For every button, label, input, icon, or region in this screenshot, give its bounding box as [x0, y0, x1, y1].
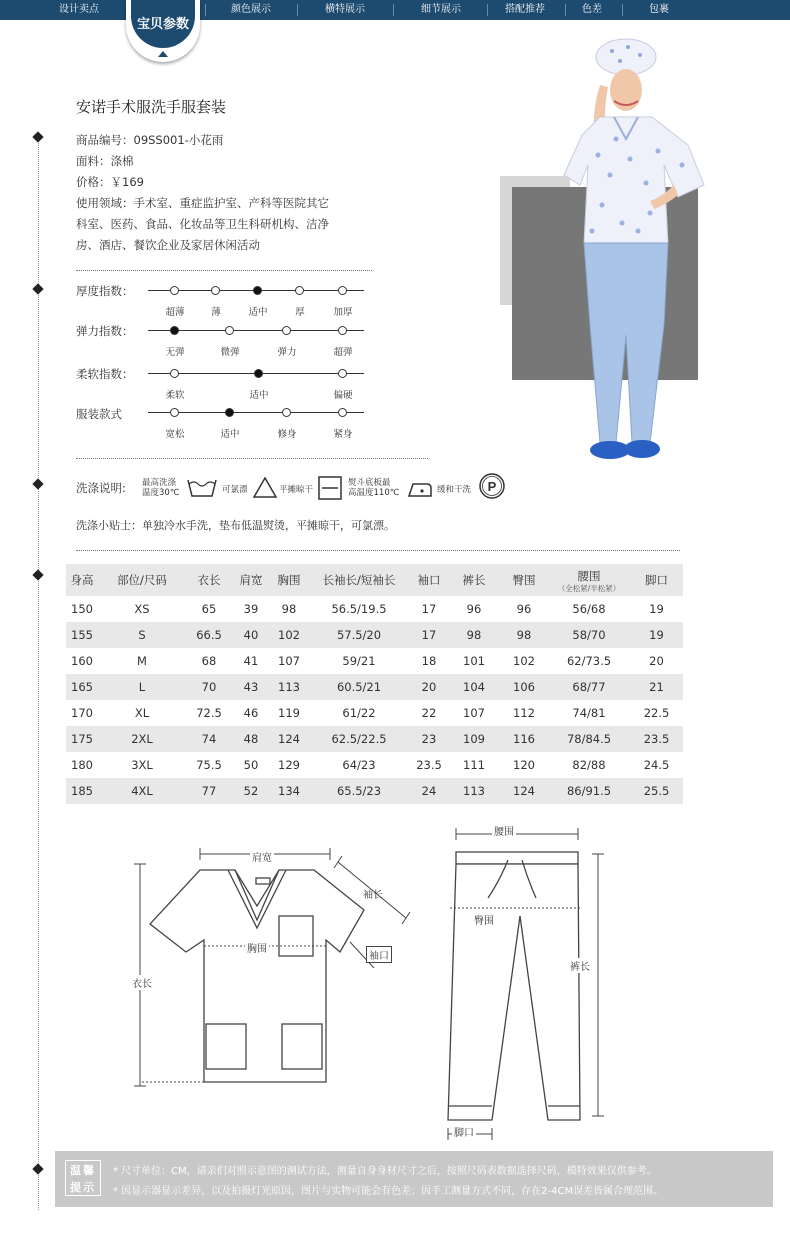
- table-cell: 124: [500, 778, 548, 804]
- col-header: 裤长: [448, 564, 500, 596]
- elasticity-option-dot[interactable]: [338, 326, 347, 335]
- softness-option-dot[interactable]: [338, 369, 347, 378]
- table-cell: 68: [201, 654, 217, 668]
- table-cell: M: [137, 654, 147, 668]
- softness-option-dot[interactable]: [170, 369, 179, 378]
- nav-item-matching[interactable]: 搭配推荐: [505, 4, 545, 15]
- active-tab-label: 宝贝参数: [131, 0, 195, 48]
- table-cell: 170: [71, 706, 93, 720]
- thickness-option-dot[interactable]: [211, 286, 220, 295]
- table-cell: 66.5: [186, 622, 232, 648]
- pants-outline: [448, 852, 580, 1120]
- table-cell: 150: [71, 602, 93, 616]
- nav-item-details[interactable]: 细节展示: [421, 4, 461, 15]
- col-header: 部位/尺码: [98, 564, 186, 596]
- table-cell: 56.5/19.5: [331, 602, 387, 616]
- table-cell: 124: [270, 726, 308, 752]
- table-cell: 82/88: [572, 758, 606, 772]
- iron-text-line: 熨斗底板最: [348, 478, 391, 488]
- size-table: [66, 564, 683, 804]
- dim-label-pant-length: 裤长: [570, 958, 590, 973]
- shirt-outline: [150, 870, 364, 1082]
- table-cell: 107: [278, 654, 300, 668]
- bleach-text: 可氯漂: [222, 485, 248, 495]
- table-row: [66, 622, 683, 648]
- product-usage-line: 使用领域：手术室、重症监护室、产科等医院其它: [76, 196, 329, 210]
- table-cell: 77: [186, 778, 232, 804]
- wash-temp-text: [142, 478, 179, 498]
- svg-text:P: P: [487, 479, 497, 494]
- table-cell: 70: [186, 674, 232, 700]
- dry-clean-p-icon: [478, 472, 506, 500]
- table-cell: 116: [500, 726, 548, 752]
- diamond-bullet-icon: [32, 478, 43, 489]
- table-cell: 46: [243, 706, 259, 720]
- nav-item-model[interactable]: 横特展示: [325, 4, 365, 15]
- thickness-option-dot[interactable]: [338, 286, 347, 295]
- table-cell: 20: [410, 674, 448, 700]
- thickness-option-label: 适中: [248, 307, 268, 318]
- thickness-option-dot[interactable]: [170, 286, 179, 295]
- table-cell: 25.5: [630, 778, 683, 804]
- table-cell: 175: [66, 726, 98, 752]
- table-cell: 18: [421, 654, 437, 668]
- table-row: [66, 778, 683, 804]
- table-header-row: [66, 564, 683, 596]
- table-cell: 65: [201, 602, 217, 616]
- elasticity-option-dot[interactable]: [282, 326, 291, 335]
- table-cell: 57.5/20: [308, 622, 410, 648]
- thickness-option-dot[interactable]: [253, 286, 262, 295]
- table-cell: 22.5: [643, 706, 670, 720]
- table-cell: 17: [421, 602, 437, 616]
- iron-text-line: 高温度110℃: [348, 488, 400, 498]
- table-row: [66, 674, 683, 700]
- elasticity-label: 弹力指数：: [76, 324, 134, 338]
- flat-dry-text: 平摊晾干: [279, 485, 314, 495]
- thickness-option-label: 厚: [295, 307, 305, 318]
- wash-temp-line: 温度30℃: [142, 488, 180, 498]
- table-cell: 24.5: [643, 758, 670, 772]
- nav-item-color-diff[interactable]: 色差: [582, 4, 602, 15]
- dim-label-sleeve: 袖长: [363, 890, 383, 901]
- table-row: [66, 726, 683, 752]
- table-cell: 39: [243, 602, 259, 616]
- model-photo: [550, 35, 720, 465]
- fit-label: 服装款式: [76, 407, 122, 421]
- table-cell: 98: [448, 622, 500, 648]
- product-usage-line: 科室、医药、食品、化妆品等卫生科研机构、洁净: [76, 217, 329, 231]
- table-cell: 60.5/21: [308, 674, 410, 700]
- table-cell: 112: [513, 706, 535, 720]
- col-header: 脚口: [630, 564, 683, 596]
- iron-icon: [405, 478, 435, 500]
- softness-option-label: 偏硬: [333, 390, 353, 401]
- table-row: [66, 752, 683, 778]
- diamond-bullet-icon: [32, 283, 43, 294]
- wash-label: 洗涤说明:: [76, 481, 126, 495]
- dim-label-length: 衣长: [132, 975, 152, 990]
- wash-tip: 洗涤小贴士：单独冷水手洗，垫布低温熨烫，平摊晾干，可氯漂。: [76, 519, 395, 532]
- table-cell: 113: [448, 778, 500, 804]
- elasticity-option-dot[interactable]: [225, 326, 234, 335]
- nav-separator: [393, 4, 394, 16]
- diamond-bullet-icon: [32, 1163, 43, 1174]
- col-header: 肩宽: [232, 564, 270, 596]
- product-code: 商品编号：09SS001-小花雨: [76, 133, 224, 147]
- dim-label-shoulder: 肩宽: [250, 849, 274, 864]
- table-cell: 96: [466, 602, 482, 616]
- diamond-bullet-icon: [32, 569, 43, 580]
- table-cell: XL: [134, 706, 150, 720]
- table-cell: 86/91.5: [548, 778, 630, 804]
- table-cell: 41: [243, 654, 259, 668]
- size-table-body: [66, 596, 683, 804]
- dim-label-waist: 腰围: [492, 823, 516, 838]
- table-cell: L: [98, 674, 186, 700]
- fit-option-dot[interactable]: [225, 408, 234, 417]
- table-row: [66, 648, 683, 674]
- product-fabric: 面料：涤棉: [76, 154, 134, 168]
- notice-line: * 尺寸单位：CM，请亲们对照示意图的测试方法，测量自身身材尺寸之后，按照尺码表数据选择尺码，模特效果仅供参考。: [113, 1166, 657, 1177]
- diamond-bullet-icon: [32, 131, 43, 142]
- table-cell: 19: [630, 622, 683, 648]
- dotted-divider: [76, 270, 372, 271]
- thickness-option-dot[interactable]: [295, 286, 304, 295]
- table-cell: 165: [66, 674, 98, 700]
- table-cell: 134: [270, 778, 308, 804]
- table-cell: S: [98, 622, 186, 648]
- fit-option-dot[interactable]: [170, 408, 179, 417]
- elasticity-option-label: 无弹: [165, 347, 185, 358]
- nav-separator: [565, 4, 566, 16]
- table-cell: 74: [186, 726, 232, 752]
- table-cell: 56/68: [572, 602, 606, 616]
- elasticity-option-label: 弹力: [277, 347, 297, 358]
- softness-option-label: 适中: [249, 390, 269, 401]
- fit-option-label: 宽松: [165, 429, 185, 440]
- table-row: [66, 596, 683, 622]
- table-cell: 96: [516, 602, 532, 616]
- table-cell: 17: [410, 622, 448, 648]
- nav-item-colors[interactable]: 颜色展示: [231, 4, 271, 15]
- thickness-option-label: 超薄: [165, 307, 185, 318]
- active-tab-badge[interactable]: [126, 0, 200, 62]
- table-cell: 180: [71, 758, 93, 772]
- table-cell: 155: [66, 622, 98, 648]
- elasticity-option-dot[interactable]: [170, 326, 179, 335]
- caret-up-icon: [158, 51, 168, 57]
- table-cell: 160: [71, 654, 93, 668]
- product-title: 安诺手术服洗手服套装: [76, 98, 227, 116]
- iron-text: [348, 478, 399, 498]
- nav-separator: [622, 4, 623, 16]
- table-cell: 185: [66, 778, 98, 804]
- bleach-triangle-icon: [252, 476, 278, 500]
- table-cell: 22: [421, 706, 437, 720]
- col-header: 身高: [66, 564, 98, 596]
- table-cell: 107: [463, 706, 485, 720]
- fit-scale-line: [148, 412, 364, 413]
- table-row: [66, 700, 683, 726]
- table-cell: 68/77: [548, 674, 630, 700]
- notice-line: * 因显示器显示差异，以及拍摄灯光原因，图片与实物可能会有色差；因手工测量方式不同，存在2-4CM误差皆属合理范围。: [113, 1186, 664, 1197]
- thickness-option-label: 加厚: [333, 307, 353, 318]
- table-cell: 23: [410, 726, 448, 752]
- notice-tag: [65, 1160, 101, 1196]
- table-cell: 72.5: [196, 706, 222, 720]
- nav-item-package[interactable]: 包裹: [649, 4, 669, 15]
- col-header-waist: [548, 564, 630, 596]
- fit-option-dot[interactable]: [338, 408, 347, 417]
- table-cell: 20: [649, 654, 664, 668]
- col-header: 袖口: [410, 564, 448, 596]
- table-cell: 52: [232, 778, 270, 804]
- nav-separator: [205, 4, 206, 16]
- thickness-option-label: 薄: [211, 307, 221, 318]
- nav-separator: [487, 4, 488, 16]
- nav-item-design[interactable]: 设计卖点: [59, 4, 99, 15]
- elasticity-option-label: 超弹: [333, 347, 353, 358]
- dim-label-hip: 臀围: [472, 912, 496, 927]
- table-cell: 62.5/22.5: [308, 726, 410, 752]
- dim-label-cuff: 袖口: [366, 946, 392, 963]
- table-cell: 48: [232, 726, 270, 752]
- table-cell: 64/23: [342, 758, 376, 772]
- elasticity-scale-line: [148, 330, 364, 331]
- table-cell: 43: [232, 674, 270, 700]
- product-usage-line: 房、酒店、餐饮企业及家居休闲活动: [76, 238, 260, 252]
- table-cell: 111: [463, 758, 485, 772]
- table-cell: 40: [232, 622, 270, 648]
- col-header: 衣长: [186, 564, 232, 596]
- dim-label-chest: 胸围: [245, 940, 269, 955]
- table-cell: 58/70: [548, 622, 630, 648]
- table-cell: 119: [278, 706, 300, 720]
- table-cell: 129: [278, 758, 300, 772]
- table-cell: 98: [281, 602, 297, 616]
- fit-option-label: 紧身: [333, 429, 353, 440]
- col-header: 腰围: [577, 568, 601, 583]
- fit-option-label: 适中: [220, 429, 240, 440]
- dotted-divider: [76, 458, 428, 459]
- table-cell: 21: [630, 674, 683, 700]
- dotted-divider: [76, 550, 680, 551]
- softness-option-dot[interactable]: [254, 369, 263, 378]
- col-header: 长袖长/短袖长: [308, 564, 410, 596]
- table-cell: 50: [243, 758, 259, 772]
- softness-label: 柔软指数：: [76, 367, 134, 381]
- table-cell: 78/84.5: [548, 726, 630, 752]
- waist-subheader: （全松紧/半松紧）: [557, 583, 621, 593]
- nav-separator: [297, 4, 298, 16]
- table-cell: 24: [410, 778, 448, 804]
- flat-dry-icon: [317, 475, 343, 501]
- top-nav: [0, 0, 790, 20]
- table-cell: 74/81: [572, 706, 606, 720]
- table-cell: 4XL: [98, 778, 186, 804]
- table-cell: 3XL: [131, 758, 153, 772]
- wash-temp-line: 最高洗涤: [142, 478, 177, 488]
- dim-label-hem: 脚口: [452, 1124, 476, 1139]
- table-cell: 19: [649, 602, 664, 616]
- notice-box: [55, 1151, 773, 1207]
- fit-option-dot[interactable]: [282, 408, 291, 417]
- table-cell: 101: [463, 654, 485, 668]
- table-cell: 61/22: [342, 706, 376, 720]
- wash-tub-icon: [186, 476, 218, 500]
- table-cell: 104: [448, 674, 500, 700]
- timeline-line: [38, 140, 39, 1210]
- col-header: 臀围: [500, 564, 548, 596]
- thickness-label: 厚度指数：: [76, 284, 134, 298]
- table-cell: 23.5: [416, 758, 442, 772]
- elasticity-option-label: 微弹: [220, 347, 240, 358]
- table-cell: 62/73.5: [566, 654, 612, 668]
- table-cell: 75.5: [196, 758, 222, 772]
- table-cell: 102: [513, 654, 535, 668]
- table-cell: XS: [134, 602, 150, 616]
- table-cell: 2XL: [98, 726, 186, 752]
- fit-option-label: 修身: [277, 429, 297, 440]
- table-cell: 102: [270, 622, 308, 648]
- table-cell: 59/21: [342, 654, 376, 668]
- softness-option-label: 柔软: [165, 390, 185, 401]
- notice-tag-line: 提示: [70, 1181, 96, 1194]
- table-cell: 23.5: [630, 726, 683, 752]
- product-price: 价格：￥169: [76, 175, 144, 189]
- dry-clean-text: 缓和干洗: [437, 485, 472, 495]
- table-cell: 106: [500, 674, 548, 700]
- notice-tag-line: 温馨: [70, 1164, 96, 1177]
- table-cell: 113: [270, 674, 308, 700]
- table-cell: 109: [448, 726, 500, 752]
- col-header: 胸围: [270, 564, 308, 596]
- table-cell: 120: [513, 758, 535, 772]
- table-cell: 65.5/23: [308, 778, 410, 804]
- size-diagram: [128, 820, 618, 1140]
- table-cell: 98: [500, 622, 548, 648]
